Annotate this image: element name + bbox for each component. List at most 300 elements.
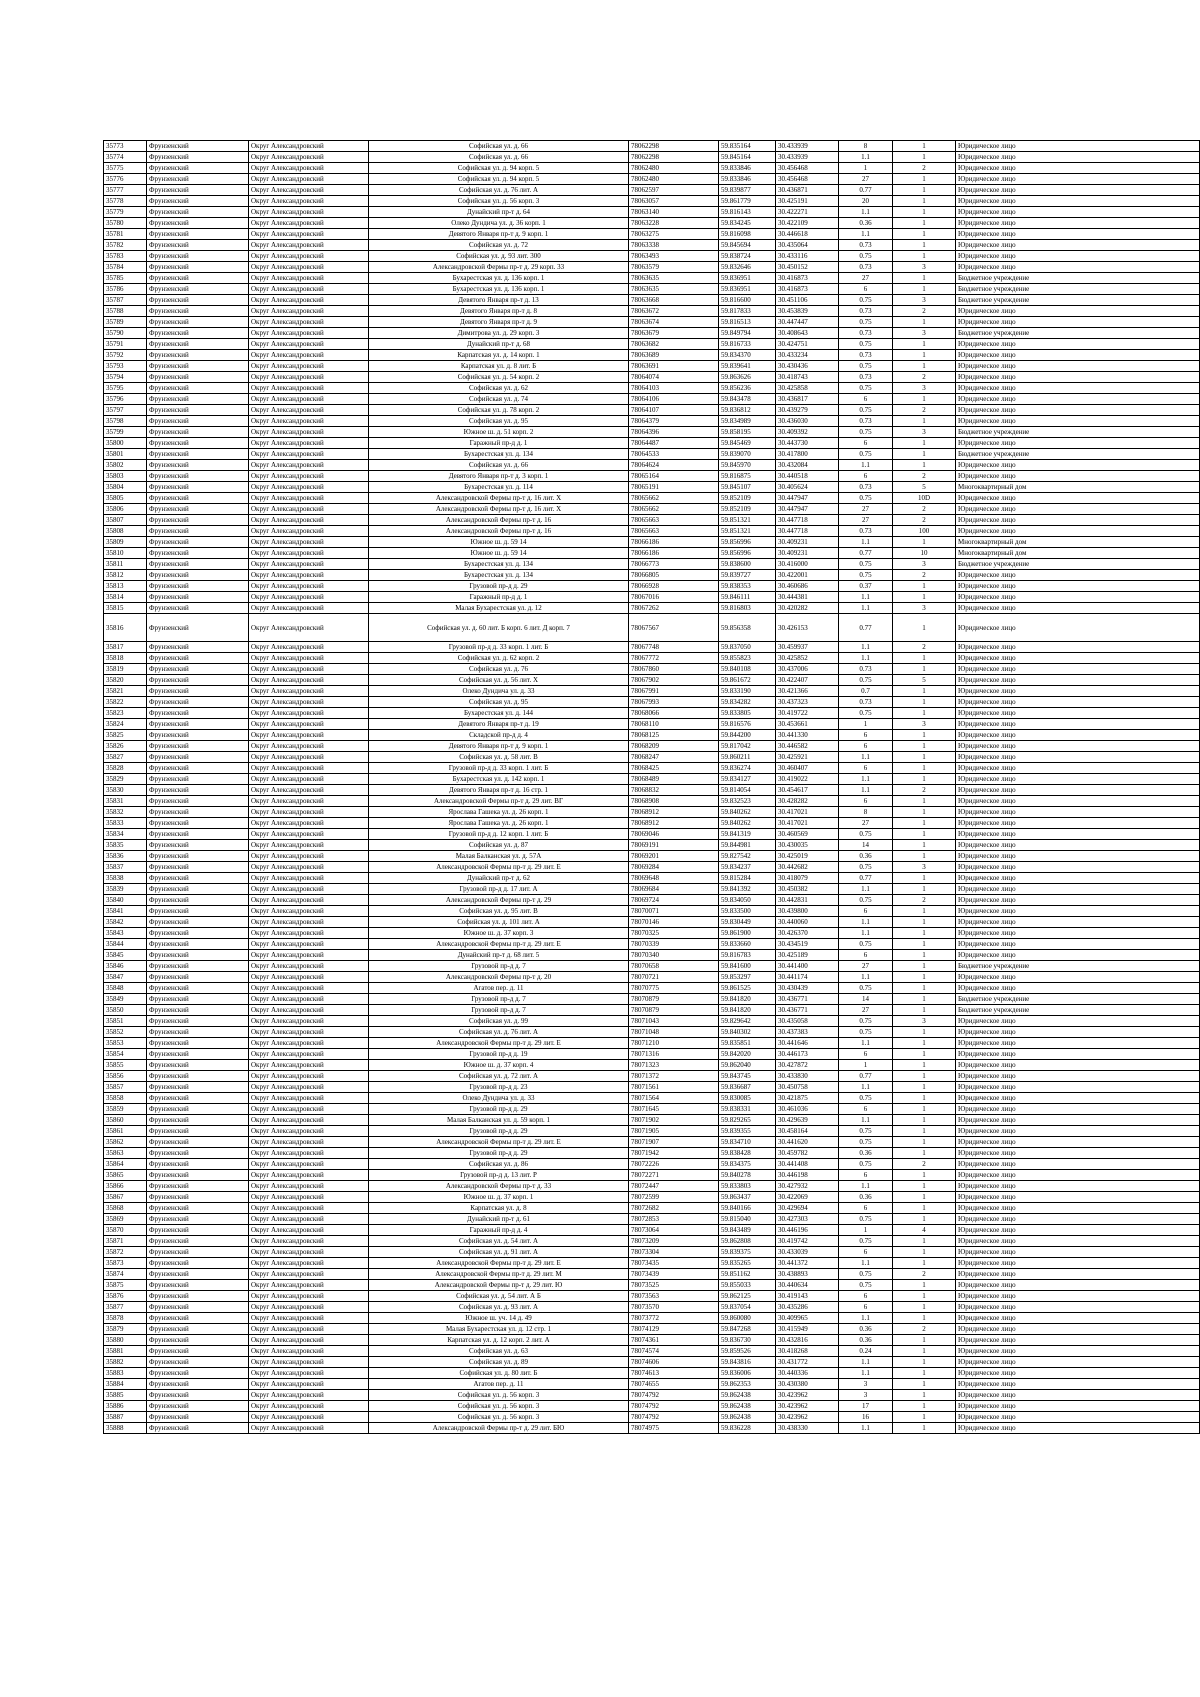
cell-address: Софийская ул. д. 66 [369,141,629,152]
table-row [104,895,1200,906]
cell-district: Фрунзенский [147,1302,249,1313]
cell-longitude: 30.430439 [776,983,839,994]
cell-municipal-okrug: Округ Александровский [249,1181,369,1192]
cell-address: Софийская ул. д. 94 корп. 5 [369,174,629,185]
cell-row-number: 35827 [104,752,147,763]
table-row [104,1412,1200,1423]
cell-municipal-okrug: Округ Александровский [249,284,369,295]
cell-object-code: 78063228 [629,218,719,229]
cell-address: Агатов пер. д. 11 [369,983,629,994]
cell-district: Фрунзенский [147,1126,249,1137]
cell-volume: 0.75 [839,427,893,438]
cell-owner-type: Юридическое лицо [956,515,1200,526]
cell-longitude: 30.416873 [776,273,839,284]
cell-district: Фрунзенский [147,774,249,785]
cell-owner-type: Юридическое лицо [956,851,1200,862]
cell-row-number: 35839 [104,884,147,895]
cell-address: Южное ш. уч. 14 д. 49 [369,1313,629,1324]
cell-longitude: 30.460407 [776,763,839,774]
cell-longitude: 30.426370 [776,928,839,939]
cell-owner-type: Юридическое лицо [956,840,1200,851]
cell-latitude: 59.861900 [719,928,776,939]
cell-longitude: 30.419143 [776,1291,839,1302]
cell-quantity: 1 [893,1192,956,1203]
cell-quantity: 2 [893,471,956,482]
table-row [104,537,1200,548]
cell-district: Фрунзенский [147,493,249,504]
cell-object-code: 78063635 [629,273,719,284]
cell-longitude: 30.422271 [776,207,839,218]
cell-municipal-okrug: Округ Александровский [249,350,369,361]
cell-volume: 6 [839,394,893,405]
cell-address: Александровской Фермы пр-т д. 29 лит. Е [369,939,629,950]
cell-quantity: 1 [893,664,956,675]
cell-volume: 6 [839,1049,893,1060]
cell-district: Фрунзенский [147,972,249,983]
cell-address: Дунайский пр-т д. 64 [369,207,629,218]
cell-quantity: 10 [893,548,956,559]
cell-district: Фрунзенский [147,559,249,570]
cell-quantity: 1 [893,416,956,427]
cell-object-code: 78071043 [629,1016,719,1027]
cell-address: Софийская ул. д. 56 корп. 3 [369,1401,629,1412]
cell-latitude: 59.855033 [719,1280,776,1291]
cell-district: Фрунзенский [147,1060,249,1071]
cell-object-code: 78064106 [629,394,719,405]
table-row [104,229,1200,240]
cell-municipal-okrug: Округ Александровский [249,840,369,851]
cell-object-code: 78074792 [629,1401,719,1412]
cell-object-code: 78063691 [629,361,719,372]
cell-owner-type: Юридическое лицо [956,581,1200,592]
cell-district: Фрунзенский [147,614,249,642]
cell-municipal-okrug: Округ Александровский [249,1324,369,1335]
cell-quantity: 1 [893,1335,956,1346]
table-row [104,339,1200,350]
cell-row-number: 35774 [104,152,147,163]
table-row [104,504,1200,515]
cell-district: Фрунзенский [147,763,249,774]
cell-owner-type: Бюджетное учреждение [956,961,1200,972]
cell-object-code: 78069284 [629,862,719,873]
cell-district: Фрунзенский [147,1412,249,1423]
cell-owner-type: Юридическое лицо [956,697,1200,708]
cell-address: Южное ш. д. 37 корп. 1 [369,1192,629,1203]
cell-municipal-okrug: Округ Александровский [249,1005,369,1016]
cell-owner-type: Юридическое лицо [956,306,1200,317]
cell-row-number: 35790 [104,328,147,339]
cell-owner-type: Юридическое лицо [956,1258,1200,1269]
cell-municipal-okrug: Округ Александровский [249,1170,369,1181]
cell-quantity: 1 [893,686,956,697]
cell-quantity: 1 [893,317,956,328]
cell-municipal-okrug: Округ Александровский [249,1159,369,1170]
cell-volume: 6 [839,1203,893,1214]
cell-volume: 0.73 [839,526,893,537]
cell-volume: 0.77 [839,873,893,884]
cell-volume: 0.73 [839,350,893,361]
cell-address: Малая Бухарестская ул. д. 12 [369,603,629,614]
cell-longitude: 30.444381 [776,592,839,603]
table-row [104,273,1200,284]
cell-latitude: 59.839375 [719,1247,776,1258]
cell-object-code: 78068110 [629,719,719,730]
cell-longitude: 30.425191 [776,196,839,207]
cell-district: Фрунзенский [147,928,249,939]
cell-district: Фрунзенский [147,471,249,482]
cell-object-code: 78074975 [629,1423,719,1434]
cell-owner-type: Юридическое лицо [956,675,1200,686]
table-row [104,416,1200,427]
cell-longitude: 30.415949 [776,1324,839,1335]
cell-longitude: 30.459782 [776,1148,839,1159]
cell-object-code: 78065164 [629,471,719,482]
cell-quantity: 1 [893,851,956,862]
cell-volume: 1.1 [839,207,893,218]
cell-longitude: 30.422001 [776,570,839,581]
cell-latitude: 59.838331 [719,1104,776,1115]
cell-volume: 0.75 [839,559,893,570]
cell-row-number: 35887 [104,1412,147,1423]
cell-owner-type: Юридическое лицо [956,774,1200,785]
cell-volume: 0.36 [839,218,893,229]
cell-row-number: 35786 [104,284,147,295]
cell-longitude: 30.440060 [776,917,839,928]
cell-volume: 0.73 [839,664,893,675]
cell-row-number: 35784 [104,262,147,273]
cell-longitude: 30.422069 [776,1192,839,1203]
table-row [104,185,1200,196]
cell-address: Грузовой пр-д д. 12 корп. 1 лит. Б [369,829,629,840]
cell-object-code: 78069684 [629,884,719,895]
cell-latitude: 59.845164 [719,152,776,163]
cell-latitude: 59.846111 [719,592,776,603]
cell-latitude: 59.840262 [719,807,776,818]
cell-longitude: 30.450382 [776,884,839,895]
cell-object-code: 78069046 [629,829,719,840]
table-row [104,1313,1200,1324]
spreadsheet-page [103,140,1199,1434]
cell-row-number: 35779 [104,207,147,218]
cell-quantity: 1 [893,1390,956,1401]
cell-volume: 0.75 [839,570,893,581]
cell-row-number: 35845 [104,950,147,961]
cell-row-number: 35804 [104,482,147,493]
cell-object-code: 78073772 [629,1313,719,1324]
cell-quantity: 1 [893,1027,956,1038]
cell-district: Фрунзенский [147,196,249,207]
cell-address: Софийская ул. д. 76 лит. А [369,1027,629,1038]
cell-row-number: 35837 [104,862,147,873]
cell-owner-type: Юридическое лицо [956,642,1200,653]
cell-district: Фрунзенский [147,1214,249,1225]
cell-municipal-okrug: Округ Александровский [249,1247,369,1258]
cell-quantity: 1 [893,240,956,251]
cell-row-number: 35796 [104,394,147,405]
cell-volume: 6 [839,471,893,482]
cell-row-number: 35805 [104,493,147,504]
cell-object-code: 78067748 [629,642,719,653]
cell-address: Южное ш. д. 59 14 [369,548,629,559]
cell-address: Александровской Фермы пр-т д. 16 [369,526,629,537]
table-row [104,1192,1200,1203]
cell-address: Александровской Фермы пр-т д. 29 лит. Е [369,862,629,873]
cell-longitude: 30.425852 [776,653,839,664]
cell-longitude: 30.440518 [776,471,839,482]
cell-quantity: 1 [893,928,956,939]
cell-address: Гаражный пр-д д. 1 [369,592,629,603]
table-row [104,906,1200,917]
cell-volume: 1.1 [839,785,893,796]
cell-object-code: 78066928 [629,581,719,592]
cell-address: Александровской Фермы пр-т д. 29 лит. Е [369,1038,629,1049]
cell-latitude: 59.858195 [719,427,776,438]
cell-row-number: 35859 [104,1104,147,1115]
cell-municipal-okrug: Округ Александровский [249,240,369,251]
cell-municipal-okrug: Округ Александровский [249,686,369,697]
cell-latitude: 59.853297 [719,972,776,983]
cell-row-number: 35820 [104,675,147,686]
table-row [104,317,1200,328]
cell-row-number: 35886 [104,1401,147,1412]
cell-volume: 17 [839,1401,893,1412]
cell-quantity: 1 [893,196,956,207]
cell-quantity: 1 [893,251,956,262]
cell-quantity: 1 [893,1137,956,1148]
cell-longitude: 30.440336 [776,1368,839,1379]
table-row [104,163,1200,174]
cell-longitude: 30.437006 [776,664,839,675]
cell-owner-type: Юридическое лицо [956,741,1200,752]
table-row [104,295,1200,306]
table-row [104,719,1200,730]
table-row [104,581,1200,592]
cell-address: Бухарестская ул. д. 134 [369,559,629,570]
cell-latitude: 59.863626 [719,372,776,383]
cell-owner-type: Юридическое лицо [956,983,1200,994]
cell-latitude: 59.827542 [719,851,776,862]
cell-row-number: 35777 [104,185,147,196]
cell-address: Грузовой пр-д д. 7 [369,961,629,972]
cell-quantity: 2 [893,504,956,515]
cell-quantity: 1 [893,906,956,917]
cell-municipal-okrug: Округ Александровский [249,1148,369,1159]
cell-district: Фрунзенский [147,1225,249,1236]
cell-owner-type: Бюджетное учреждение [956,328,1200,339]
cell-volume: 0.73 [839,262,893,273]
cell-municipal-okrug: Округ Александровский [249,1269,369,1280]
cell-object-code: 78064074 [629,372,719,383]
cell-object-code: 78064487 [629,438,719,449]
cell-municipal-okrug: Округ Александровский [249,416,369,427]
cell-volume: 6 [839,1302,893,1313]
cell-municipal-okrug: Округ Александровский [249,774,369,785]
cell-latitude: 59.833660 [719,939,776,950]
cell-row-number: 35828 [104,763,147,774]
cell-quantity: 1 [893,394,956,405]
cell-municipal-okrug: Округ Александровский [249,592,369,603]
cell-object-code: 78063275 [629,229,719,240]
table-row [104,972,1200,983]
cell-district: Фрунзенский [147,317,249,328]
cell-volume: 27 [839,961,893,972]
cell-municipal-okrug: Округ Александровский [249,339,369,350]
cell-address: Александровской Фермы пр-т д. 29 лит. Е [369,1137,629,1148]
cell-quantity: 1 [893,273,956,284]
cell-object-code: 78070775 [629,983,719,994]
cell-district: Фрунзенский [147,961,249,972]
cell-latitude: 59.856996 [719,537,776,548]
cell-row-number: 35802 [104,460,147,471]
cell-latitude: 59.830449 [719,917,776,928]
cell-longitude: 30.438893 [776,1269,839,1280]
cell-district: Фрунзенский [147,427,249,438]
cell-district: Фрунзенский [147,361,249,372]
cell-object-code: 78071905 [629,1126,719,1137]
cell-latitude: 59.836730 [719,1335,776,1346]
cell-district: Фрунзенский [147,1137,249,1148]
cell-object-code: 78068425 [629,763,719,774]
cell-latitude: 59.839070 [719,449,776,460]
cell-district: Фрунзенский [147,163,249,174]
cell-longitude: 30.453839 [776,306,839,317]
cell-object-code: 78070339 [629,939,719,950]
cell-owner-type: Юридическое лицо [956,504,1200,515]
cell-district: Фрунзенский [147,416,249,427]
cell-address: Софийская ул. д. 80 лит. Б [369,1368,629,1379]
cell-owner-type: Юридическое лицо [956,350,1200,361]
cell-longitude: 30.433116 [776,251,839,262]
cell-address: Софийская ул. д. 101 лит. А [369,917,629,928]
cell-longitude: 30.460686 [776,581,839,592]
cell-volume: 27 [839,1005,893,1016]
cell-quantity: 2 [893,405,956,416]
table-row [104,862,1200,873]
cell-longitude: 30.450758 [776,1082,839,1093]
table-row [104,796,1200,807]
cell-district: Фрунзенский [147,372,249,383]
cell-row-number: 35775 [104,163,147,174]
cell-quantity: 10D [893,493,956,504]
cell-municipal-okrug: Округ Александровский [249,614,369,642]
cell-volume: 0.73 [839,372,893,383]
cell-owner-type: Юридическое лицо [956,653,1200,664]
cell-object-code: 78073439 [629,1269,719,1280]
cell-row-number: 35813 [104,581,147,592]
cell-quantity: 2 [893,163,956,174]
cell-municipal-okrug: Округ Александровский [249,873,369,884]
table-row [104,1038,1200,1049]
cell-volume: 0.75 [839,339,893,350]
cell-district: Фрунзенский [147,1016,249,1027]
cell-municipal-okrug: Округ Александровский [249,1027,369,1038]
cell-owner-type: Юридическое лицо [956,614,1200,642]
table-row [104,405,1200,416]
cell-quantity: 1 [893,1060,956,1071]
cell-municipal-okrug: Округ Александровский [249,152,369,163]
cell-latitude: 59.840166 [719,1203,776,1214]
cell-owner-type: Юридическое лицо [956,339,1200,350]
cell-address: Грузовой пр-д д. 33 корп. 1 лит. Б [369,763,629,774]
cell-quantity: 2 [893,515,956,526]
cell-object-code: 78065662 [629,504,719,515]
cell-latitude: 59.862040 [719,1060,776,1071]
cell-row-number: 35787 [104,295,147,306]
cell-quantity: 1 [893,581,956,592]
cell-district: Фрунзенский [147,895,249,906]
cell-municipal-okrug: Округ Александровский [249,1423,369,1434]
cell-row-number: 35826 [104,741,147,752]
cell-municipal-okrug: Округ Александровский [249,1280,369,1291]
cell-row-number: 35844 [104,939,147,950]
cell-municipal-okrug: Округ Александровский [249,807,369,818]
cell-object-code: 78062298 [629,152,719,163]
cell-owner-type: Юридическое лицо [956,884,1200,895]
cell-address: Софийская ул. д. 56 лит. Х [369,675,629,686]
cell-address: Софийская ул. д. 93 лит. 300 [369,251,629,262]
cell-quantity: 1 [893,1115,956,1126]
cell-address: Александровской Фермы пр-т д. 29 лит. ВГ [369,796,629,807]
cell-district: Фрунзенский [147,840,249,851]
table-row [104,884,1200,895]
cell-municipal-okrug: Округ Александровский [249,449,369,460]
cell-volume: 6 [839,796,893,807]
cell-latitude: 59.856236 [719,383,776,394]
cell-volume: 1.1 [839,537,893,548]
cell-longitude: 30.416000 [776,559,839,570]
cell-owner-type: Юридическое лицо [956,1192,1200,1203]
cell-quantity: 2 [893,1159,956,1170]
cell-latitude: 59.816143 [719,207,776,218]
cell-volume: 0.75 [839,405,893,416]
cell-longitude: 30.447947 [776,493,839,504]
cell-address: Ярослава Гашека ул. д. 26 корп. 1 [369,807,629,818]
cell-object-code: 78072271 [629,1170,719,1181]
cell-latitude: 59.845970 [719,460,776,471]
cell-object-code: 78073209 [629,1236,719,1247]
cell-owner-type: Юридическое лицо [956,829,1200,840]
cell-longitude: 30.421366 [776,686,839,697]
cell-municipal-okrug: Округ Александровский [249,1038,369,1049]
cell-object-code: 78063689 [629,350,719,361]
cell-volume: 27 [839,174,893,185]
cell-longitude: 30.437383 [776,1027,839,1038]
cell-address: Девятого Января пр-т д. 9 корп. 1 [369,741,629,752]
cell-district: Фрунзенский [147,851,249,862]
cell-row-number: 35885 [104,1390,147,1401]
cell-row-number: 35853 [104,1038,147,1049]
cell-volume: 6 [839,763,893,774]
cell-municipal-okrug: Округ Александровский [249,295,369,306]
cell-longitude: 30.409231 [776,548,839,559]
cell-owner-type: Юридическое лицо [956,438,1200,449]
cell-latitude: 59.845107 [719,482,776,493]
cell-row-number: 35808 [104,526,147,537]
cell-object-code: 78063672 [629,306,719,317]
table-row [104,328,1200,339]
table-row [104,1181,1200,1192]
cell-row-number: 35778 [104,196,147,207]
cell-latitude: 59.860080 [719,1313,776,1324]
cell-object-code: 78071942 [629,1148,719,1159]
table-body [104,141,1200,1434]
cell-object-code: 78071210 [629,1038,719,1049]
cell-row-number: 35792 [104,350,147,361]
cell-object-code: 78074792 [629,1390,719,1401]
cell-longitude: 30.429639 [776,1115,839,1126]
cell-longitude: 30.437323 [776,697,839,708]
cell-longitude: 30.459937 [776,642,839,653]
